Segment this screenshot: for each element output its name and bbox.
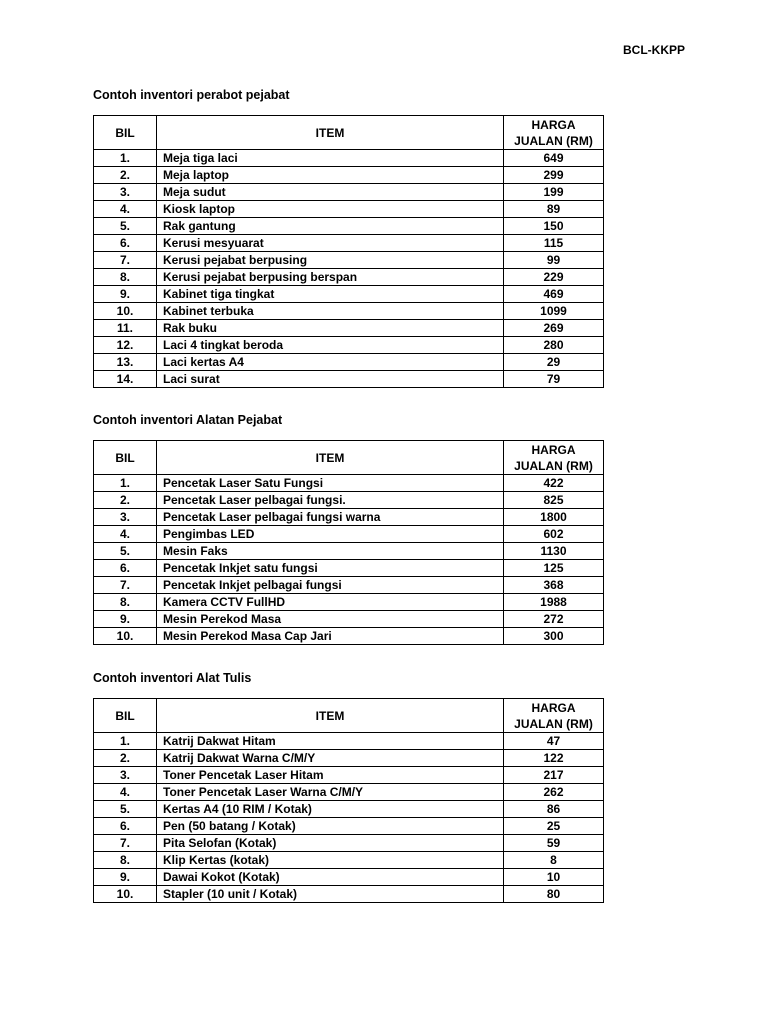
item-name: Laci surat bbox=[157, 371, 504, 388]
row-number: 1. bbox=[94, 733, 157, 750]
table-row bbox=[94, 269, 604, 286]
item-name: Pita Selofan (Kotak) bbox=[157, 835, 504, 852]
item-price: 125 bbox=[504, 560, 604, 577]
item-price: 825 bbox=[504, 492, 604, 509]
item-price: 1800 bbox=[504, 509, 604, 526]
item-price: 262 bbox=[504, 784, 604, 801]
item-name: Pen (50 batang / Kotak) bbox=[157, 818, 504, 835]
item-price: 469 bbox=[504, 286, 604, 303]
table-row bbox=[94, 733, 604, 750]
row-number: 5. bbox=[94, 801, 157, 818]
table-row bbox=[94, 818, 604, 835]
item-price: 80 bbox=[504, 886, 604, 903]
row-number: 6. bbox=[94, 818, 157, 835]
item-price: 25 bbox=[504, 818, 604, 835]
item-name: Laci kertas A4 bbox=[157, 354, 504, 371]
row-number: 2. bbox=[94, 167, 157, 184]
item-name: Laci 4 tingkat beroda bbox=[157, 337, 504, 354]
column-header-bil: BIL bbox=[94, 441, 157, 475]
table-row bbox=[94, 886, 604, 903]
row-number: 13. bbox=[94, 354, 157, 371]
item-name: Rak buku bbox=[157, 320, 504, 337]
column-header-price-line2: JUALAN (RM) bbox=[514, 716, 593, 731]
item-name: Mesin Faks bbox=[157, 543, 504, 560]
item-name: Kerusi mesyuarat bbox=[157, 235, 504, 252]
item-price: 199 bbox=[504, 184, 604, 201]
table-row bbox=[94, 252, 604, 269]
item-name: Kerusi pejabat berpusing berspan bbox=[157, 269, 504, 286]
column-header-price bbox=[504, 441, 604, 475]
column-header-bil: BIL bbox=[94, 699, 157, 733]
row-number: 9. bbox=[94, 286, 157, 303]
row-number: 3. bbox=[94, 184, 157, 201]
row-number: 2. bbox=[94, 750, 157, 767]
row-number: 9. bbox=[94, 611, 157, 628]
item-name: Toner Pencetak Laser Hitam bbox=[157, 767, 504, 784]
item-name: Pengimbas LED bbox=[157, 526, 504, 543]
stationery-inventory-table bbox=[93, 698, 604, 903]
row-number: 1. bbox=[94, 150, 157, 167]
item-price: 1099 bbox=[504, 303, 604, 320]
table-row bbox=[94, 594, 604, 611]
item-name: Pencetak Laser Satu Fungsi bbox=[157, 475, 504, 492]
item-name: Mesin Perekod Masa bbox=[157, 611, 504, 628]
item-price: 122 bbox=[504, 750, 604, 767]
table-row bbox=[94, 835, 604, 852]
column-header-price bbox=[504, 699, 604, 733]
column-header-price-line1: HARGA bbox=[531, 442, 576, 457]
table-row bbox=[94, 320, 604, 337]
item-price: 89 bbox=[504, 201, 604, 218]
item-name: Pencetak Laser pelbagai fungsi warna bbox=[157, 509, 504, 526]
row-number: 4. bbox=[94, 784, 157, 801]
item-name: Kiosk laptop bbox=[157, 201, 504, 218]
table-row bbox=[94, 201, 604, 218]
item-price: 269 bbox=[504, 320, 604, 337]
item-price: 649 bbox=[504, 150, 604, 167]
table-row bbox=[94, 611, 604, 628]
column-header-price-line1: HARGA bbox=[531, 700, 576, 715]
item-price: 602 bbox=[504, 526, 604, 543]
item-price: 8 bbox=[504, 852, 604, 869]
table-row bbox=[94, 184, 604, 201]
table-header-row bbox=[94, 116, 604, 150]
column-header-price bbox=[504, 116, 604, 150]
column-header-price-line2: JUALAN (RM) bbox=[514, 133, 593, 148]
table-row bbox=[94, 150, 604, 167]
table-row bbox=[94, 303, 604, 320]
table-row bbox=[94, 767, 604, 784]
item-name: Kerusi pejabat berpusing bbox=[157, 252, 504, 269]
table-header-row bbox=[94, 699, 604, 733]
table-row bbox=[94, 475, 604, 492]
column-header-price-line1: HARGA bbox=[531, 117, 576, 132]
item-price: 217 bbox=[504, 767, 604, 784]
row-number: 2. bbox=[94, 492, 157, 509]
row-number: 8. bbox=[94, 269, 157, 286]
table-row bbox=[94, 628, 604, 645]
table-row bbox=[94, 869, 604, 886]
furniture-inventory-table bbox=[93, 115, 604, 388]
document-code: BCL-KKPP bbox=[623, 43, 685, 57]
row-number: 5. bbox=[94, 218, 157, 235]
row-number: 6. bbox=[94, 560, 157, 577]
table-row bbox=[94, 337, 604, 354]
table-row bbox=[94, 354, 604, 371]
column-header-bil: BIL bbox=[94, 116, 157, 150]
item-name: Toner Pencetak Laser Warna C/M/Y bbox=[157, 784, 504, 801]
item-name: Meja tiga laci bbox=[157, 150, 504, 167]
table-row bbox=[94, 167, 604, 184]
row-number: 7. bbox=[94, 252, 157, 269]
table-row bbox=[94, 235, 604, 252]
row-number: 5. bbox=[94, 543, 157, 560]
item-price: 272 bbox=[504, 611, 604, 628]
item-price: 99 bbox=[504, 252, 604, 269]
row-number: 14. bbox=[94, 371, 157, 388]
row-number: 7. bbox=[94, 577, 157, 594]
table-row bbox=[94, 801, 604, 818]
column-header-price-line2: JUALAN (RM) bbox=[514, 458, 593, 473]
item-name: Katrij Dakwat Warna C/M/Y bbox=[157, 750, 504, 767]
row-number: 10. bbox=[94, 303, 157, 320]
item-name: Kertas A4 (10 RIM / Kotak) bbox=[157, 801, 504, 818]
item-name: Stapler (10 unit / Kotak) bbox=[157, 886, 504, 903]
item-price: 150 bbox=[504, 218, 604, 235]
item-price: 86 bbox=[504, 801, 604, 818]
item-price: 422 bbox=[504, 475, 604, 492]
row-number: 10. bbox=[94, 628, 157, 645]
item-name: Klip Kertas (kotak) bbox=[157, 852, 504, 869]
table-row bbox=[94, 371, 604, 388]
table-row bbox=[94, 526, 604, 543]
item-name: Meja sudut bbox=[157, 184, 504, 201]
item-price: 29 bbox=[504, 354, 604, 371]
item-price: 229 bbox=[504, 269, 604, 286]
row-number: 9. bbox=[94, 869, 157, 886]
table-row bbox=[94, 509, 604, 526]
table-row bbox=[94, 543, 604, 560]
table-row bbox=[94, 577, 604, 594]
item-price: 79 bbox=[504, 371, 604, 388]
row-number: 3. bbox=[94, 767, 157, 784]
column-header-item: ITEM bbox=[157, 441, 504, 475]
row-number: 7. bbox=[94, 835, 157, 852]
item-price: 47 bbox=[504, 733, 604, 750]
row-number: 12. bbox=[94, 337, 157, 354]
column-header-item: ITEM bbox=[157, 699, 504, 733]
item-name: Rak gantung bbox=[157, 218, 504, 235]
item-name: Pencetak Laser pelbagai fungsi. bbox=[157, 492, 504, 509]
row-number: 8. bbox=[94, 594, 157, 611]
item-name: Mesin Perekod Masa Cap Jari bbox=[157, 628, 504, 645]
row-number: 4. bbox=[94, 526, 157, 543]
table-header-row bbox=[94, 441, 604, 475]
item-price: 299 bbox=[504, 167, 604, 184]
item-price: 368 bbox=[504, 577, 604, 594]
table-row bbox=[94, 560, 604, 577]
row-number: 6. bbox=[94, 235, 157, 252]
item-name: Kabinet terbuka bbox=[157, 303, 504, 320]
item-price: 10 bbox=[504, 869, 604, 886]
item-price: 300 bbox=[504, 628, 604, 645]
item-price: 115 bbox=[504, 235, 604, 252]
table-row bbox=[94, 852, 604, 869]
item-price: 1130 bbox=[504, 543, 604, 560]
item-price: 1988 bbox=[504, 594, 604, 611]
item-name: Pencetak Inkjet satu fungsi bbox=[157, 560, 504, 577]
item-name: Dawai Kokot (Kotak) bbox=[157, 869, 504, 886]
item-name: Pencetak Inkjet pelbagai fungsi bbox=[157, 577, 504, 594]
office-equipment-inventory-table bbox=[93, 440, 604, 645]
item-name: Kamera CCTV FullHD bbox=[157, 594, 504, 611]
item-name: Kabinet tiga tingkat bbox=[157, 286, 504, 303]
table-row bbox=[94, 784, 604, 801]
item-price: 280 bbox=[504, 337, 604, 354]
row-number: 10. bbox=[94, 886, 157, 903]
section-title-office-equipment: Contoh inventori Alatan Pejabat bbox=[93, 413, 283, 427]
row-number: 8. bbox=[94, 852, 157, 869]
column-header-item: ITEM bbox=[157, 116, 504, 150]
row-number: 3. bbox=[94, 509, 157, 526]
row-number: 1. bbox=[94, 475, 157, 492]
item-name: Katrij Dakwat Hitam bbox=[157, 733, 504, 750]
table-row bbox=[94, 492, 604, 509]
row-number: 11. bbox=[94, 320, 157, 337]
section-title-furniture: Contoh inventori perabot pejabat bbox=[93, 88, 290, 102]
item-price: 59 bbox=[504, 835, 604, 852]
item-name: Meja laptop bbox=[157, 167, 504, 184]
table-row bbox=[94, 286, 604, 303]
row-number: 4. bbox=[94, 201, 157, 218]
table-row bbox=[94, 750, 604, 767]
section-title-stationery: Contoh inventori Alat Tulis bbox=[93, 671, 252, 685]
table-row bbox=[94, 218, 604, 235]
